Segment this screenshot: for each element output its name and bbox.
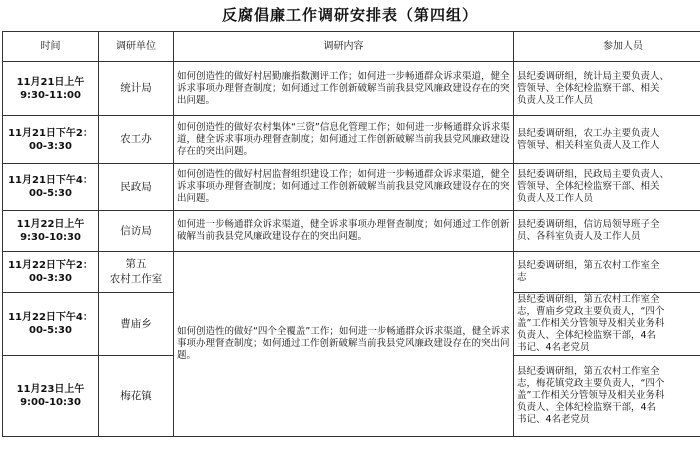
- time-cell: 11月22日上午9:30-10:30: [3, 211, 99, 252]
- header-people: 参加人员: [514, 32, 700, 62]
- content-cell: 如何进一步畅通群众诉求渠道，健全诉求事项办理督查制度；如何通过工作创新破解当前我县党风廉政建设存在的突出问题。: [174, 211, 514, 252]
- people-cell: 县纪委调研组，统计局主要负责人、 管领导、全体纪检监察干部、相关 负责人及工作人员: [514, 62, 700, 116]
- schedule-table: [2, 31, 700, 437]
- people-cell: 县纪委调研组，民政局主要负责人、 管领导、全体纪检监察干部、相关 负责人及工作人员: [514, 164, 700, 211]
- unit-cell: 曹庙乡: [99, 293, 174, 356]
- unit-cell: 梅花镇: [99, 356, 174, 437]
- time-cell: 11月23日上午9:00-10:30: [3, 356, 99, 437]
- time-cell: 11月22日下午2：00-3:30: [3, 252, 99, 293]
- unit-cell: 第五 农村工作室: [99, 252, 174, 293]
- page-title: 反腐倡廉工作调研安排表（第四组）: [221, 6, 478, 24]
- header-row: [3, 32, 700, 62]
- people-cell: 县纪委调研组，第五农村工作室全 志，梅花镇党政主要负责人，“四个 盖”工作相关分管领导及相关业务科 负责人、全体纪检监察干部，4名 书记、4名老党员: [514, 356, 700, 437]
- table-row: [3, 252, 700, 293]
- people-cell: 县纪委调研组，农工办主要负责人 管领导、相关科室负责人及工作人: [514, 116, 700, 164]
- unit-cell: 统计局: [99, 62, 174, 116]
- content-cell: 如何创造性的做好村居勤廉指数测评工作；如何进一步畅通群众诉求渠道，健全诉求事项办理督查制度；如何通过工作创新破解当前我县党风廉政建设存在的突出问题。: [174, 62, 514, 116]
- table-row: [3, 116, 700, 164]
- time-cell: 11月21日下午4：00-5:30: [3, 164, 99, 211]
- table-row: [3, 211, 700, 252]
- header-unit: 调研单位: [99, 32, 174, 62]
- header-content: 调研内容: [174, 32, 514, 62]
- table-row: [3, 164, 700, 211]
- unit-cell: 信访局: [99, 211, 174, 252]
- people-cell: 县纪委调研组，第五农村工作室全 志，曹庙乡党政主要负责人，“四个 盖”工作相关分管领导及相关业务科 负责人、全体纪检监察干部，4名 书记、4名老党员: [514, 293, 700, 356]
- header-time: 时间: [3, 32, 99, 62]
- unit-cell: 农工办: [99, 116, 174, 164]
- people-cell: 县纪委调研组，第五农村工作室全 志: [514, 252, 700, 293]
- table-row: [3, 62, 700, 116]
- content-cell: 如何创造性的做好村居监督组织建设工作；如何进一步畅通群众诉求渠道，健全诉求事项办理督查制度；如何通过工作创新破解当前我县党风廉政建设存在的突出问题。: [174, 164, 514, 211]
- content-cell: 如何创造性的做好农村集体“三资”信息化管理工作；如何进一步畅通群众诉求渠道，健全诉求事项办理督查制度；如何通过工作创新破解当前我县党风廉政建设存在的突出问题。: [174, 116, 514, 164]
- time-cell: 11月21日下午2：00-3:30: [3, 116, 99, 164]
- people-cell: 县纪委调研组，信访局领导班子全 员、各科室负责人及工作人员: [514, 211, 700, 252]
- time-cell: 11月21日上午9:30-11:00: [3, 62, 99, 116]
- time-cell: 11月22日下午4：00-5:30: [3, 293, 99, 356]
- merged-content-cell: 如何创造性的做好“四个全覆盖”工作；如何进一步畅通群众诉求渠道，健全诉求事项办理督查制度；如何通过工作创新破解当前我县党风廉政建设存在的突出问题。: [174, 252, 514, 437]
- unit-cell: 民政局: [99, 164, 174, 211]
